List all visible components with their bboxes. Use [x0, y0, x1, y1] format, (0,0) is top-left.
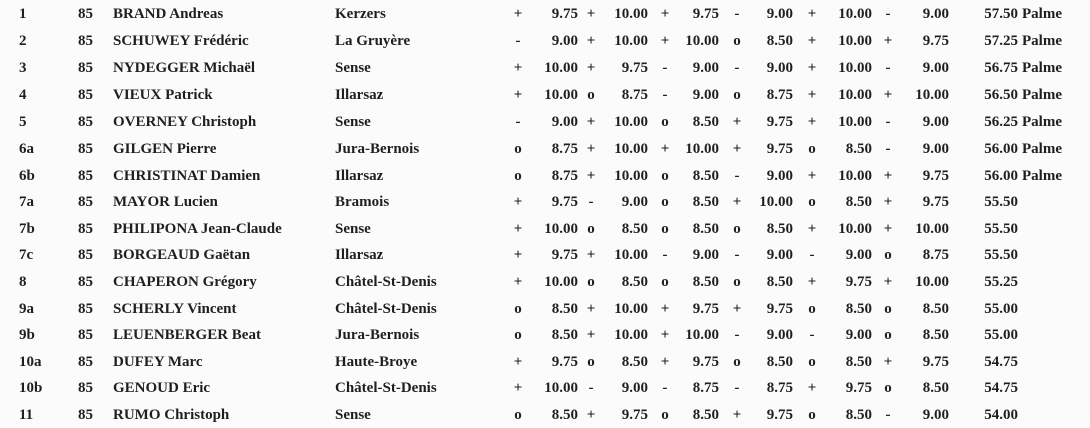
- table-row: [0, 270, 1090, 294]
- total-score: 56.00: [984, 141, 1018, 157]
- score-value: 9.00: [922, 141, 949, 157]
- score-sign: -: [662, 87, 668, 103]
- score-value: 9.75: [922, 33, 949, 49]
- score-value: 8.75: [551, 168, 578, 184]
- table-row: [0, 83, 1090, 107]
- award-label: Palme: [1022, 33, 1062, 49]
- number-cell: 85: [78, 354, 93, 370]
- score-value: 10.00: [838, 6, 872, 22]
- score-sign: +: [807, 168, 817, 184]
- score-value: 10.00: [915, 87, 949, 103]
- score-sign: o: [733, 33, 741, 49]
- rank-cell: 2: [19, 33, 27, 49]
- score-sign: -: [662, 60, 668, 76]
- score-sign: -: [809, 247, 815, 263]
- score-sign: o: [661, 194, 669, 210]
- club-name: La Gruyère: [335, 33, 411, 49]
- score-value: 8.50: [551, 327, 578, 343]
- score-sign: o: [808, 301, 816, 317]
- total-score: 55.50: [984, 247, 1018, 263]
- score-value: 10.00: [915, 221, 949, 237]
- club-name: Bramois: [335, 194, 390, 210]
- score-sign: +: [807, 60, 817, 76]
- score-sign: +: [883, 87, 893, 103]
- score-value: 8.50: [845, 354, 872, 370]
- score-sign: +: [883, 194, 893, 210]
- score-sign: +: [586, 327, 596, 343]
- total-score: 55.00: [984, 327, 1018, 343]
- score-value: 9.75: [922, 194, 949, 210]
- award-label: Palme: [1022, 87, 1062, 103]
- score-value: 9.75: [621, 60, 648, 76]
- number-cell: 85: [78, 6, 93, 22]
- score-value: 9.00: [766, 168, 793, 184]
- number-cell: 85: [78, 87, 93, 103]
- score-sign: +: [513, 194, 523, 210]
- score-value: 8.50: [692, 194, 719, 210]
- number-cell: 85: [78, 301, 93, 317]
- score-value: 8.50: [922, 301, 949, 317]
- score-sign: -: [885, 141, 891, 157]
- total-score: 56.25: [984, 114, 1018, 130]
- table-row: [0, 403, 1090, 427]
- competitor-name: BORGEAUD Gaëtan: [113, 247, 251, 263]
- score-sign: -: [588, 194, 594, 210]
- score-sign: +: [732, 194, 742, 210]
- number-cell: 85: [78, 33, 93, 49]
- score-sign: -: [662, 380, 668, 396]
- score-value: 10.00: [614, 247, 648, 263]
- score-sign: +: [513, 221, 523, 237]
- score-value: 8.50: [922, 380, 949, 396]
- total-score: 54.75: [984, 380, 1018, 396]
- score-sign: +: [660, 6, 670, 22]
- score-value: 10.00: [544, 380, 578, 396]
- score-sign: o: [587, 274, 595, 290]
- score-value: 9.00: [845, 327, 872, 343]
- score-sign: o: [733, 274, 741, 290]
- score-value: 9.75: [845, 380, 872, 396]
- score-value: 9.00: [766, 6, 793, 22]
- score-sign: +: [732, 407, 742, 423]
- score-sign: o: [808, 407, 816, 423]
- score-value: 8.50: [692, 168, 719, 184]
- score-value: 9.00: [551, 114, 578, 130]
- score-value: 9.75: [551, 247, 578, 263]
- score-value: 10.00: [614, 168, 648, 184]
- rank-cell: 3: [19, 60, 27, 76]
- score-value: 9.00: [922, 407, 949, 423]
- score-value: 9.75: [551, 6, 578, 22]
- table-row: [0, 323, 1090, 347]
- score-sign: +: [586, 6, 596, 22]
- score-value: 9.00: [845, 247, 872, 263]
- rank-cell: 7b: [19, 221, 35, 237]
- total-score: 54.75: [984, 354, 1018, 370]
- table-row: [0, 2, 1090, 26]
- table-row: [0, 376, 1090, 400]
- score-sign: +: [660, 354, 670, 370]
- table-row: [0, 137, 1090, 161]
- competitor-name: CHRISTINAT Damien: [113, 168, 261, 184]
- score-value: 8.50: [845, 141, 872, 157]
- score-sign: +: [586, 301, 596, 317]
- number-cell: 85: [78, 141, 93, 157]
- score-sign: +: [660, 327, 670, 343]
- score-value: 9.75: [551, 354, 578, 370]
- score-value: 10.00: [544, 221, 578, 237]
- score-value: 10.00: [838, 221, 872, 237]
- score-sign: -: [734, 380, 740, 396]
- score-sign: -: [885, 6, 891, 22]
- score-sign: +: [513, 274, 523, 290]
- score-value: 10.00: [614, 327, 648, 343]
- score-sign: +: [883, 354, 893, 370]
- score-value: 9.75: [766, 407, 793, 423]
- score-sign: -: [734, 6, 740, 22]
- total-score: 57.50: [984, 6, 1018, 22]
- score-value: 8.50: [692, 274, 719, 290]
- competitor-name: SCHERLY Vincent: [113, 301, 237, 317]
- total-score: 56.75: [984, 60, 1018, 76]
- number-cell: 85: [78, 221, 93, 237]
- club-name: Jura-Bernois: [335, 327, 420, 343]
- score-value: 8.50: [551, 407, 578, 423]
- score-value: 9.75: [922, 354, 949, 370]
- score-sign: +: [513, 354, 523, 370]
- score-value: 9.00: [621, 194, 648, 210]
- score-sign: +: [513, 87, 523, 103]
- score-sign: -: [885, 114, 891, 130]
- number-cell: 85: [78, 380, 93, 396]
- number-cell: 85: [78, 168, 93, 184]
- competitor-name: PHILIPONA Jean-Claude: [113, 221, 282, 237]
- score-sign: o: [587, 354, 595, 370]
- score-value: 10.00: [685, 141, 719, 157]
- score-sign: +: [807, 380, 817, 396]
- score-sign: o: [884, 301, 892, 317]
- score-value: 9.75: [621, 407, 648, 423]
- number-cell: 85: [78, 114, 93, 130]
- score-sign: +: [883, 221, 893, 237]
- score-value: 8.50: [621, 274, 648, 290]
- score-value: 9.00: [922, 114, 949, 130]
- number-cell: 85: [78, 247, 93, 263]
- score-value: 9.75: [692, 6, 719, 22]
- score-value: 9.75: [692, 301, 719, 317]
- club-name: Sense: [335, 407, 371, 423]
- score-sign: o: [514, 301, 522, 317]
- score-value: 8.50: [766, 221, 793, 237]
- score-sign: o: [808, 194, 816, 210]
- score-value: 8.50: [692, 407, 719, 423]
- score-sign: +: [513, 60, 523, 76]
- score-sign: +: [513, 247, 523, 263]
- score-sign: o: [661, 407, 669, 423]
- competitor-name: CHAPERON Grégory: [113, 274, 257, 290]
- score-value: 8.50: [845, 301, 872, 317]
- rank-cell: 6b: [19, 168, 35, 184]
- competitor-name: OVERNEY Christoph: [113, 114, 257, 130]
- score-sign: +: [586, 247, 596, 263]
- score-sign: +: [807, 114, 817, 130]
- score-value: 8.50: [621, 354, 648, 370]
- score-sign: +: [586, 60, 596, 76]
- score-value: 9.75: [922, 168, 949, 184]
- score-sign: o: [587, 87, 595, 103]
- score-value: 8.50: [766, 354, 793, 370]
- score-value: 9.75: [845, 274, 872, 290]
- score-value: 10.00: [838, 114, 872, 130]
- score-sign: o: [661, 221, 669, 237]
- rank-cell: 1: [19, 6, 27, 22]
- score-sign: o: [661, 168, 669, 184]
- score-value: 8.75: [692, 380, 719, 396]
- score-sign: +: [660, 301, 670, 317]
- score-sign: +: [807, 87, 817, 103]
- rank-cell: 11: [19, 407, 34, 423]
- score-value: 10.00: [614, 301, 648, 317]
- table-row: [0, 164, 1090, 188]
- score-sign: -: [809, 327, 815, 343]
- club-name: Châtel-St-Denis: [335, 380, 437, 396]
- score-value: 8.50: [621, 221, 648, 237]
- competitor-name: BRAND Andreas: [113, 6, 224, 22]
- score-value: 10.00: [544, 87, 578, 103]
- score-value: 9.00: [922, 60, 949, 76]
- score-value: 10.00: [685, 33, 719, 49]
- score-value: 9.75: [766, 301, 793, 317]
- club-name: Sense: [335, 221, 371, 237]
- score-value: 9.75: [551, 194, 578, 210]
- score-sign: +: [807, 274, 817, 290]
- score-sign: o: [884, 380, 892, 396]
- total-score: 55.25: [984, 274, 1018, 290]
- rank-cell: 10a: [19, 354, 42, 370]
- score-value: 9.00: [766, 327, 793, 343]
- score-value: 10.00: [915, 274, 949, 290]
- score-value: 8.50: [766, 274, 793, 290]
- rank-cell: 5: [19, 114, 27, 130]
- competitor-name: DUFEY Marc: [113, 354, 203, 370]
- number-cell: 85: [78, 274, 93, 290]
- competitor-name: MAYOR Lucien: [113, 194, 218, 210]
- number-cell: 85: [78, 60, 93, 76]
- competitor-name: LEUENBERGER Beat: [113, 327, 261, 343]
- score-sign: +: [586, 33, 596, 49]
- score-value: 9.00: [766, 60, 793, 76]
- score-value: 8.50: [692, 221, 719, 237]
- club-name: Jura-Bernois: [335, 141, 420, 157]
- club-name: Kerzers: [335, 6, 386, 22]
- score-sign: o: [733, 87, 741, 103]
- score-sign: o: [661, 274, 669, 290]
- club-name: Haute-Broye: [335, 354, 418, 370]
- score-sign: o: [733, 221, 741, 237]
- award-label: Palme: [1022, 6, 1062, 22]
- club-name: Châtel-St-Denis: [335, 301, 437, 317]
- score-value: 10.00: [544, 274, 578, 290]
- score-sign: -: [734, 168, 740, 184]
- score-value: 10.00: [614, 6, 648, 22]
- score-sign: +: [883, 274, 893, 290]
- table-row: [0, 243, 1090, 267]
- score-sign: -: [515, 33, 521, 49]
- award-label: Palme: [1022, 114, 1062, 130]
- score-sign: o: [514, 141, 522, 157]
- score-value: 9.00: [766, 247, 793, 263]
- score-value: 9.00: [551, 33, 578, 49]
- table-row: [0, 190, 1090, 214]
- club-name: Illarsaz: [335, 247, 384, 263]
- score-value: 8.75: [922, 247, 949, 263]
- award-label: Palme: [1022, 141, 1062, 157]
- score-sign: +: [660, 33, 670, 49]
- score-sign: +: [513, 380, 523, 396]
- number-cell: 85: [78, 327, 93, 343]
- table-row: [0, 110, 1090, 134]
- score-sign: +: [732, 114, 742, 130]
- score-sign: -: [515, 114, 521, 130]
- score-value: 9.75: [692, 354, 719, 370]
- score-value: 8.75: [551, 141, 578, 157]
- club-name: Illarsaz: [335, 87, 384, 103]
- table-row: [0, 297, 1090, 321]
- number-cell: 85: [78, 407, 93, 423]
- award-label: Palme: [1022, 168, 1062, 184]
- score-sign: +: [807, 6, 817, 22]
- score-value: 8.50: [766, 33, 793, 49]
- total-score: 55.50: [984, 221, 1018, 237]
- score-sign: +: [883, 33, 893, 49]
- score-sign: o: [884, 247, 892, 263]
- score-value: 9.00: [692, 87, 719, 103]
- score-sign: +: [807, 221, 817, 237]
- score-sign: +: [732, 301, 742, 317]
- score-sign: -: [734, 60, 740, 76]
- competitor-name: GENOUD Eric: [113, 380, 211, 396]
- total-score: 57.25: [984, 33, 1018, 49]
- score-value: 8.50: [922, 327, 949, 343]
- rank-cell: 10b: [19, 380, 43, 396]
- score-value: 8.75: [621, 87, 648, 103]
- rank-cell: 7a: [19, 194, 34, 210]
- score-value: 8.50: [551, 301, 578, 317]
- score-value: 10.00: [838, 168, 872, 184]
- score-value: 10.00: [838, 60, 872, 76]
- total-score: 55.50: [984, 194, 1018, 210]
- score-sign: o: [514, 168, 522, 184]
- table-row: [0, 29, 1090, 53]
- score-value: 9.00: [692, 247, 719, 263]
- number-cell: 85: [78, 194, 93, 210]
- competitor-name: GILGEN Pierre: [113, 141, 217, 157]
- score-value: 10.00: [544, 60, 578, 76]
- score-value: 10.00: [685, 327, 719, 343]
- score-sign: -: [588, 380, 594, 396]
- club-name: Illarsaz: [335, 168, 384, 184]
- score-value: 10.00: [838, 33, 872, 49]
- total-score: 56.50: [984, 87, 1018, 103]
- score-sign: o: [661, 114, 669, 130]
- score-sign: +: [732, 141, 742, 157]
- award-label: Palme: [1022, 60, 1062, 76]
- score-value: 8.50: [845, 407, 872, 423]
- score-sign: o: [808, 354, 816, 370]
- score-sign: +: [513, 6, 523, 22]
- score-value: 8.75: [766, 380, 793, 396]
- rank-cell: 4: [19, 87, 27, 103]
- score-value: 10.00: [759, 194, 793, 210]
- competitor-name: RUMO Christoph: [113, 407, 230, 423]
- score-value: 10.00: [614, 114, 648, 130]
- score-value: 10.00: [838, 87, 872, 103]
- score-value: 8.50: [692, 114, 719, 130]
- score-sign: o: [514, 327, 522, 343]
- score-sign: +: [586, 168, 596, 184]
- score-value: 10.00: [614, 141, 648, 157]
- score-value: 9.00: [692, 60, 719, 76]
- score-sign: -: [734, 247, 740, 263]
- table-row: [0, 350, 1090, 374]
- score-sign: -: [662, 247, 668, 263]
- score-value: 9.75: [766, 141, 793, 157]
- score-sign: o: [514, 407, 522, 423]
- score-sign: +: [660, 141, 670, 157]
- score-value: 8.50: [845, 194, 872, 210]
- rank-cell: 9b: [19, 327, 35, 343]
- score-sign: o: [884, 327, 892, 343]
- score-sign: -: [885, 407, 891, 423]
- score-value: 9.75: [766, 114, 793, 130]
- score-sign: -: [885, 60, 891, 76]
- score-sign: o: [587, 221, 595, 237]
- score-sign: -: [734, 327, 740, 343]
- score-sign: +: [586, 114, 596, 130]
- rank-cell: 8: [19, 274, 27, 290]
- score-sign: o: [808, 141, 816, 157]
- total-score: 55.00: [984, 301, 1018, 317]
- score-value: 10.00: [614, 33, 648, 49]
- rank-cell: 9a: [19, 301, 34, 317]
- score-sign: +: [586, 407, 596, 423]
- score-sign: o: [733, 354, 741, 370]
- total-score: 56.00: [984, 168, 1018, 184]
- competitor-name: VIEUX Patrick: [113, 87, 213, 103]
- table-row: [0, 217, 1090, 241]
- rank-cell: 6a: [19, 141, 34, 157]
- rank-cell: 7c: [19, 247, 34, 263]
- score-sign: +: [586, 141, 596, 157]
- score-sign: +: [883, 168, 893, 184]
- score-sign: +: [807, 33, 817, 49]
- table-row: [0, 56, 1090, 80]
- score-value: 9.00: [621, 380, 648, 396]
- score-value: 9.00: [922, 6, 949, 22]
- competitor-name: NYDEGGER Michaël: [113, 60, 256, 76]
- score-value: 8.75: [766, 87, 793, 103]
- competitor-name: SCHUWEY Frédéric: [113, 33, 249, 49]
- club-name: Châtel-St-Denis: [335, 274, 437, 290]
- club-name: Sense: [335, 60, 371, 76]
- total-score: 54.00: [984, 407, 1018, 423]
- club-name: Sense: [335, 114, 371, 130]
